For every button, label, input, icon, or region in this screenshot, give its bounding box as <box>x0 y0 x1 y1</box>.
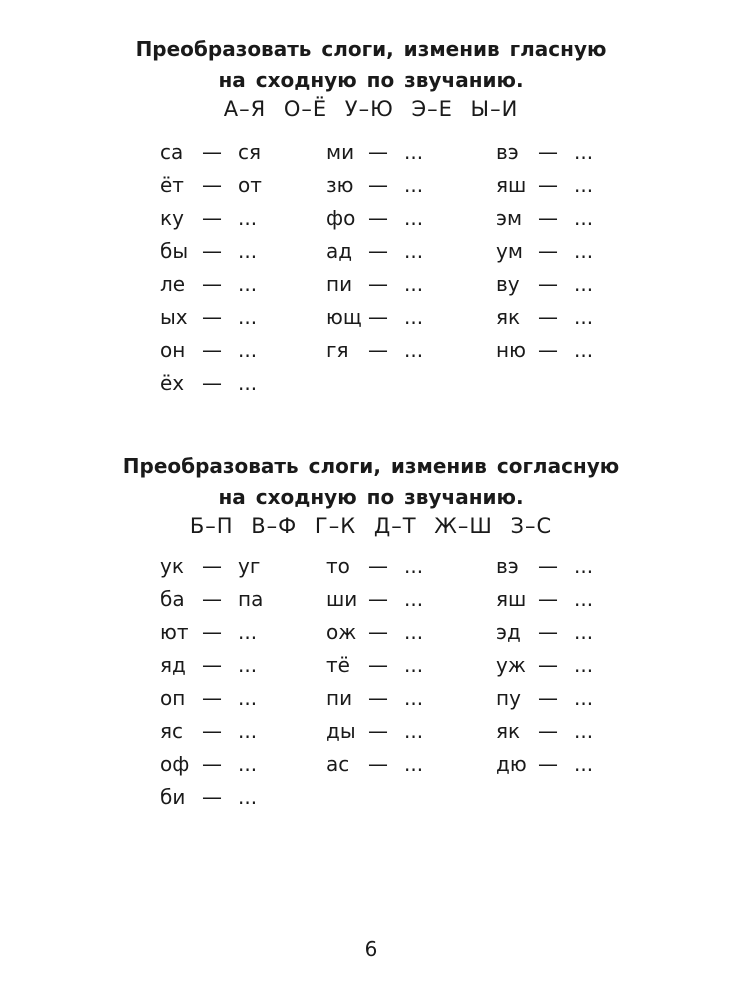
source-syllable: то <box>326 554 350 578</box>
source-syllable: ых <box>160 305 188 329</box>
source-syllable: як <box>496 719 521 743</box>
answer-syllable: ... <box>404 554 424 578</box>
source-syllable: оп <box>160 686 186 710</box>
syllable-row <box>326 616 466 649</box>
dash: — <box>202 272 222 296</box>
answer-syllable: ... <box>404 620 424 644</box>
section-1-column-3 <box>496 136 636 367</box>
syllable-row <box>160 748 300 781</box>
source-syllable: он <box>160 338 186 362</box>
section-1-vowel-pairs: А–Я О–Ё У–Ю Э–Е Ы–И <box>223 97 519 121</box>
answer-syllable: ... <box>238 752 258 776</box>
syllable-row <box>160 268 300 301</box>
answer-syllable: ... <box>574 338 594 362</box>
answer-syllable: уг <box>238 554 261 578</box>
section-2-consonant-pairs: Б–П В–Ф Г–К Д–Т Ж–Ш З–С <box>189 514 553 538</box>
answer-syllable: ... <box>404 206 424 230</box>
dash: — <box>202 686 222 710</box>
source-syllable: ню <box>496 338 526 362</box>
syllable-row <box>326 268 466 301</box>
source-syllable: зю <box>326 173 354 197</box>
answer-syllable: ... <box>404 140 424 164</box>
answer-syllable: ... <box>238 305 258 329</box>
dash: — <box>538 206 558 230</box>
answer-syllable: ... <box>574 686 594 710</box>
dash: — <box>368 653 388 677</box>
source-syllable: бы <box>160 239 189 263</box>
dash: — <box>202 173 222 197</box>
syllable-row <box>326 169 466 202</box>
answer-syllable: ... <box>574 554 594 578</box>
source-syllable: ши <box>326 587 358 611</box>
source-syllable: ле <box>160 272 186 296</box>
answer-syllable: ... <box>404 587 424 611</box>
source-syllable: пу <box>496 686 521 710</box>
source-syllable: ёх <box>160 371 185 395</box>
answer-syllable: ... <box>404 239 424 263</box>
source-syllable: ют <box>160 620 189 644</box>
answer-syllable: ... <box>404 338 424 362</box>
source-syllable: уж <box>496 653 526 677</box>
syllable-row <box>160 367 300 400</box>
source-syllable: пи <box>326 686 353 710</box>
section-2-title-line2: на сходную по звучанию. <box>218 485 524 509</box>
dash: — <box>368 173 388 197</box>
answer-syllable: ... <box>238 686 258 710</box>
dash: — <box>202 554 222 578</box>
dash: — <box>538 305 558 329</box>
section-2-column-2 <box>326 550 466 781</box>
syllable-row <box>160 781 300 814</box>
syllable-row <box>326 136 466 169</box>
source-syllable: яш <box>496 173 527 197</box>
syllable-row <box>160 235 300 268</box>
syllable-row <box>326 550 466 583</box>
dash: — <box>368 338 388 362</box>
answer-syllable: ... <box>238 719 258 743</box>
source-syllable: ас <box>326 752 350 776</box>
syllable-row <box>496 682 636 715</box>
source-syllable: оф <box>160 752 190 776</box>
syllable-row <box>496 616 636 649</box>
dash: — <box>368 272 388 296</box>
syllable-row <box>160 334 300 367</box>
source-syllable: ба <box>160 587 185 611</box>
dash: — <box>368 719 388 743</box>
dash: — <box>202 305 222 329</box>
syllable-row <box>496 748 636 781</box>
answer-syllable: ... <box>574 719 594 743</box>
answer-syllable: ... <box>238 620 258 644</box>
source-syllable: яд <box>160 653 186 677</box>
dash: — <box>368 752 388 776</box>
answer-syllable: ... <box>238 785 258 809</box>
syllable-row <box>326 748 466 781</box>
syllable-row <box>496 235 636 268</box>
section-2-column-3 <box>496 550 636 781</box>
syllable-row <box>160 301 300 334</box>
syllable-row <box>326 583 466 616</box>
syllable-row <box>496 583 636 616</box>
page-number: 6 <box>364 937 378 961</box>
source-syllable: вэ <box>496 554 519 578</box>
dash: — <box>202 587 222 611</box>
answer-syllable: ... <box>238 338 258 362</box>
source-syllable: гя <box>326 338 349 362</box>
syllable-row <box>326 682 466 715</box>
source-syllable: яс <box>160 719 184 743</box>
answer-syllable: ... <box>404 173 424 197</box>
section-1-title <box>0 34 742 96</box>
syllable-row <box>496 169 636 202</box>
source-syllable: эд <box>496 620 521 644</box>
syllable-row <box>496 301 636 334</box>
syllable-row <box>326 235 466 268</box>
answer-syllable: ... <box>404 686 424 710</box>
source-syllable: ум <box>496 239 523 263</box>
dash: — <box>538 173 558 197</box>
source-syllable: ку <box>160 206 184 230</box>
syllable-row <box>160 202 300 235</box>
dash: — <box>538 140 558 164</box>
source-syllable: тё <box>326 653 350 677</box>
answer-syllable: ... <box>574 305 594 329</box>
dash: — <box>368 686 388 710</box>
source-syllable: ющ <box>326 305 362 329</box>
source-syllable: са <box>160 140 184 164</box>
answer-syllable: ... <box>404 305 424 329</box>
answer-syllable: ... <box>238 272 258 296</box>
dash: — <box>202 719 222 743</box>
dash: — <box>368 305 388 329</box>
dash: — <box>368 206 388 230</box>
dash: — <box>538 587 558 611</box>
section-2-title-line1: Преобразовать слоги, изменив согласную <box>122 454 620 478</box>
dash: — <box>538 272 558 296</box>
syllable-row <box>496 334 636 367</box>
answer-syllable: ... <box>574 752 594 776</box>
answer-syllable: ... <box>238 206 258 230</box>
section-1-column-2 <box>326 136 466 367</box>
syllable-row <box>160 136 300 169</box>
answer-syllable: ... <box>574 206 594 230</box>
dash: — <box>538 239 558 263</box>
answer-syllable: па <box>238 587 264 611</box>
source-syllable: ву <box>496 272 520 296</box>
source-syllable: ды <box>326 719 356 743</box>
syllable-row <box>160 715 300 748</box>
dash: — <box>538 620 558 644</box>
section-2-column-1 <box>160 550 300 814</box>
answer-syllable: ... <box>404 752 424 776</box>
source-syllable: як <box>496 305 521 329</box>
answer-syllable: ся <box>238 140 262 164</box>
section-1-column-1 <box>160 136 300 400</box>
syllable-row <box>326 301 466 334</box>
syllable-row <box>160 682 300 715</box>
answer-syllable: ... <box>574 620 594 644</box>
dash: — <box>202 338 222 362</box>
dash: — <box>538 686 558 710</box>
source-syllable: ож <box>326 620 357 644</box>
dash: — <box>538 752 558 776</box>
dash: — <box>538 554 558 578</box>
source-syllable: ёт <box>160 173 184 197</box>
source-syllable: вэ <box>496 140 519 164</box>
syllable-row <box>326 715 466 748</box>
dash: — <box>368 239 388 263</box>
answer-syllable: ... <box>574 173 594 197</box>
dash: — <box>368 620 388 644</box>
syllable-row <box>496 715 636 748</box>
syllable-row <box>326 202 466 235</box>
source-syllable: ук <box>160 554 184 578</box>
syllable-row <box>326 334 466 367</box>
source-syllable: ад <box>326 239 353 263</box>
answer-syllable: ... <box>574 239 594 263</box>
dash: — <box>368 140 388 164</box>
syllable-row <box>326 649 466 682</box>
dash: — <box>368 587 388 611</box>
dash: — <box>202 140 222 164</box>
dash: — <box>202 752 222 776</box>
syllable-row <box>496 268 636 301</box>
answer-syllable: ... <box>404 719 424 743</box>
syllable-row <box>496 550 636 583</box>
syllable-row <box>160 583 300 616</box>
dash: — <box>202 653 222 677</box>
syllable-row <box>160 169 300 202</box>
syllable-row <box>496 202 636 235</box>
source-syllable: пи <box>326 272 353 296</box>
section-1-title-line2: на сходную по звучанию. <box>218 68 524 92</box>
dash: — <box>202 371 222 395</box>
answer-syllable: ... <box>404 272 424 296</box>
section-1-title-line1: Преобразовать слоги, изменив гласную <box>135 37 607 61</box>
answer-syllable: ... <box>574 140 594 164</box>
syllable-row <box>496 649 636 682</box>
dash: — <box>368 554 388 578</box>
dash: — <box>202 620 222 644</box>
source-syllable: эм <box>496 206 523 230</box>
source-syllable: фо <box>326 206 356 230</box>
syllable-row <box>496 136 636 169</box>
dash: — <box>202 206 222 230</box>
syllable-row <box>160 649 300 682</box>
source-syllable: би <box>160 785 186 809</box>
answer-syllable: от <box>238 173 262 197</box>
syllable-row <box>160 550 300 583</box>
dash: — <box>202 785 222 809</box>
answer-syllable: ... <box>574 587 594 611</box>
dash: — <box>538 653 558 677</box>
answer-syllable: ... <box>238 239 258 263</box>
answer-syllable: ... <box>404 653 424 677</box>
source-syllable: ми <box>326 140 355 164</box>
dash: — <box>202 239 222 263</box>
answer-syllable: ... <box>238 653 258 677</box>
source-syllable: яш <box>496 587 527 611</box>
answer-syllable: ... <box>238 371 258 395</box>
section-2-title <box>0 451 742 513</box>
source-syllable: дю <box>496 752 527 776</box>
dash: — <box>538 338 558 362</box>
dash: — <box>538 719 558 743</box>
answer-syllable: ... <box>574 653 594 677</box>
syllable-row <box>160 616 300 649</box>
answer-syllable: ... <box>574 272 594 296</box>
